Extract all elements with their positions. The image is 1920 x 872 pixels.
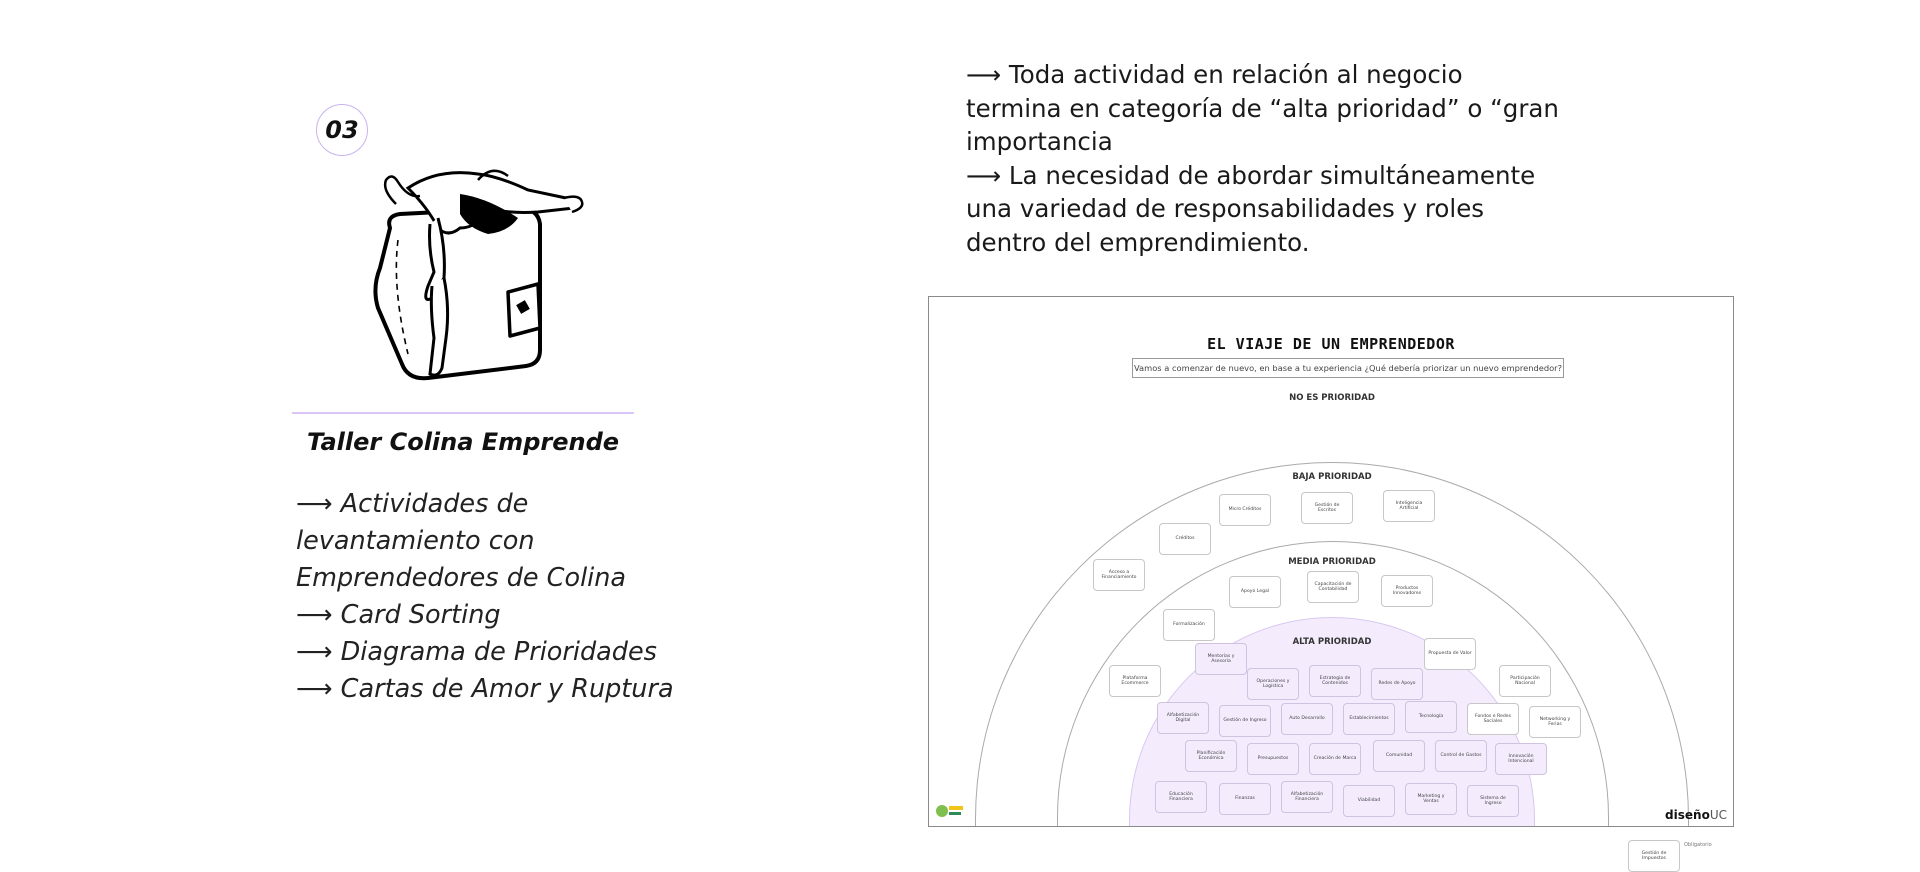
activity-line: ⟶ Diagrama de Prioridades <box>296 637 657 667</box>
priority-card: Alfabetización Digital <box>1157 702 1209 734</box>
stray-card-note: Obligatorio <box>1684 842 1712 848</box>
priority-card: Comunidad <box>1373 740 1425 772</box>
priority-card: Capacitación de Contabilidad <box>1307 571 1359 603</box>
activity-line: levantamiento con <box>296 526 535 556</box>
priority-card: Formalización <box>1163 609 1215 641</box>
priority-card: Innovación Intencional <box>1495 743 1547 775</box>
priority-card: Gestión de Escritos <box>1301 492 1353 524</box>
priority-card: Networking y Ferias <box>1529 706 1581 738</box>
activities-list <box>296 486 696 708</box>
priority-card: Mentorías y Asesoría <box>1195 643 1247 675</box>
priority-card: Viabilidad <box>1343 785 1395 817</box>
note-line: una variedad de responsabilidades y roles <box>966 194 1485 223</box>
priority-card: Acceso a Financiamiento <box>1093 559 1145 591</box>
priority-card: Estrategia de Contenidos <box>1309 665 1361 697</box>
brand-bold: diseño <box>1665 808 1710 822</box>
board-title: EL VIAJE DE UN EMPRENDEDOR <box>1207 335 1455 353</box>
priority-card: Redes de Apoyo <box>1371 668 1423 700</box>
note-line: ⟶ La necesidad de abordar simultáneamente <box>966 160 1536 190</box>
activity-line: ⟶ Card Sorting <box>296 600 501 630</box>
zone-label-medium: MEDIA PRIORIDAD <box>1288 557 1376 567</box>
priority-card: Productos Innovadores <box>1381 575 1433 607</box>
priority-card: Plataforma Ecommerce <box>1109 665 1161 697</box>
priority-card: Presupuestos <box>1247 743 1299 775</box>
section-number-badge <box>316 104 368 156</box>
priority-card: Operaciones y Logística <box>1247 668 1299 700</box>
priority-card: Planificación Económica <box>1185 740 1237 772</box>
stray-card: Gestión de Impuestos <box>1628 840 1680 872</box>
brand-light: UC <box>1709 808 1727 822</box>
priority-card: Marketing y Ventas <box>1405 783 1457 815</box>
priority-card: Participación Nacional <box>1499 665 1551 697</box>
board-question: Vamos a comenzar de nuevo, en base a tu experiencia ¿Qué debería priorizar un nuevo emprendedor? <box>1132 358 1564 378</box>
priority-card: Créditos <box>1159 523 1211 555</box>
priority-card: Alfabetización Financiera <box>1281 781 1333 813</box>
activity-line: ⟶ Cartas de Amor y Ruptura <box>296 674 674 704</box>
findings-notes <box>966 58 1566 259</box>
priority-card: Propuesta de Valor <box>1424 638 1476 670</box>
colina-logo-icon <box>935 802 965 820</box>
priority-card: Creación de Marca <box>1309 743 1361 775</box>
note-line: importancia <box>966 127 1113 156</box>
designuc-logo <box>1665 808 1727 822</box>
note-line: dentro del emprendimiento. <box>966 227 1310 257</box>
priority-card: Control de Gastos <box>1435 740 1487 772</box>
workshop-title: Taller Colina Emprende <box>306 428 620 456</box>
priority-card: Finanzas <box>1219 783 1271 815</box>
priority-card: Auto Desarrollo <box>1281 703 1333 735</box>
priority-card: Establecimientos <box>1343 703 1395 735</box>
zone-label-low: BAJA PRIORIDAD <box>1292 472 1372 482</box>
zone-label-high: ALTA PRIORIDAD <box>1292 637 1372 647</box>
priority-card: Tecnología <box>1405 701 1457 733</box>
priority-card: Apoyo Legal <box>1229 576 1281 608</box>
note-line: ⟶ Toda actividad en relación al negocio <box>966 60 1463 89</box>
priority-card: Micro Créditos <box>1219 494 1271 526</box>
zone-label-none: NO ES PRIORIDAD <box>1289 393 1375 403</box>
priority-card: Gestión de Ingreso <box>1219 705 1271 737</box>
priority-board <box>928 296 1734 827</box>
note-line: termina en categoría de “alta prioridad” o “gran <box>966 93 1559 123</box>
priority-card: Inteligencia Artificial <box>1383 490 1435 522</box>
activity-line: ⟶ Actividades de <box>296 489 529 519</box>
section-number: 03 <box>325 116 359 144</box>
person-jumping-into-wallet-illustration <box>368 168 630 394</box>
activity-line: Emprendedores de Colina <box>296 563 627 593</box>
priority-card: Educación Financiera <box>1155 781 1207 813</box>
priority-card: Sistema de Ingreso <box>1467 785 1519 817</box>
section-divider <box>292 412 634 414</box>
priority-card: Fondos e Redes Sociales <box>1467 703 1519 735</box>
